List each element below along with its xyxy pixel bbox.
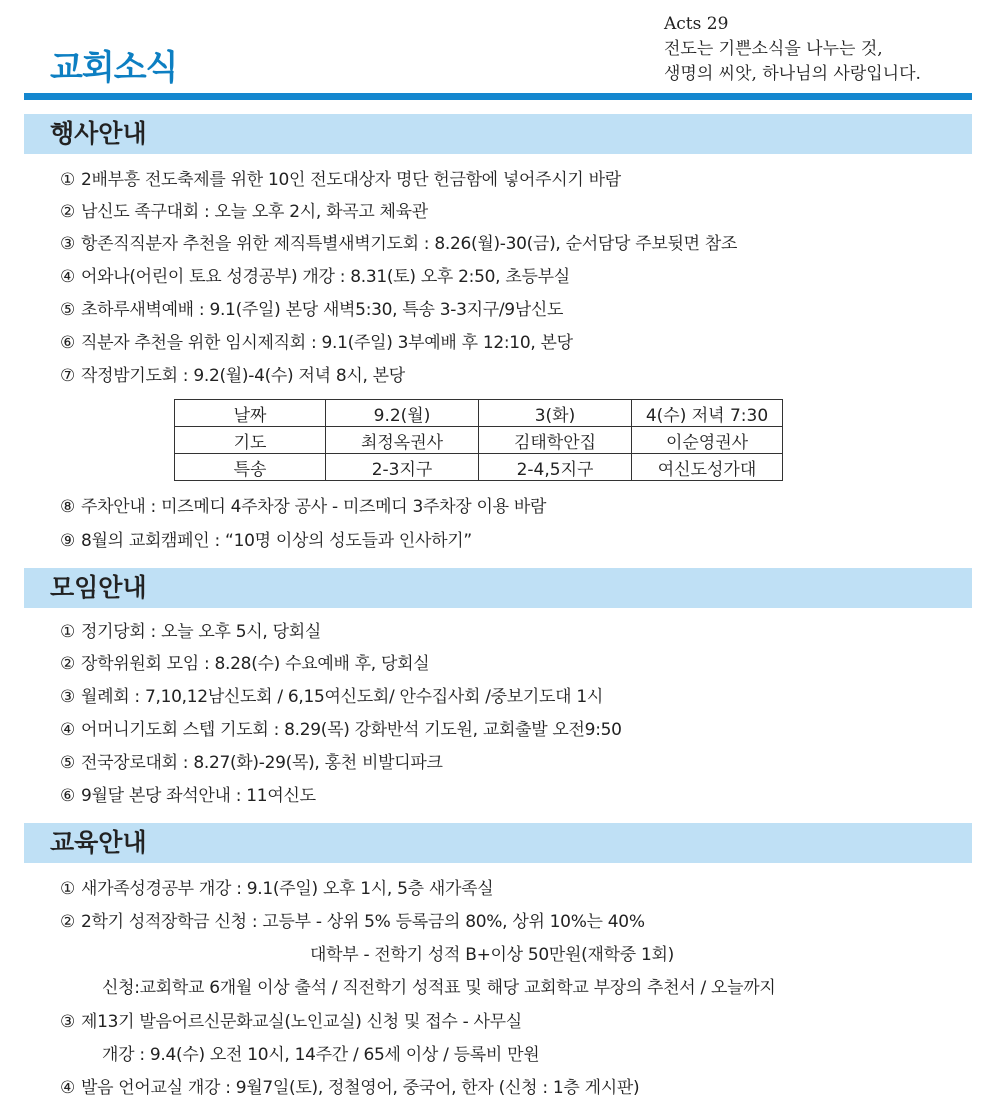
verse-line-1: 전도는 기쁜소식을 나누는 것,: [664, 39, 883, 59]
item-text: 9월달 본당 좌석안내 : 11여신도: [80, 786, 316, 806]
title-divider: [24, 93, 972, 100]
table-cell: 김태학안집: [479, 427, 632, 454]
item-number: ⑤: [60, 300, 75, 320]
event-item-8: [60, 495, 546, 519]
item-text: 8월의 교회캠페인 : “10명 이상의 성도들과 인사하기”: [80, 531, 472, 551]
item-text: 정기당회 : 오늘 오후 5시, 당회실: [80, 622, 321, 642]
meeting-item-3: [60, 685, 603, 709]
event-item-1: [60, 168, 621, 192]
section-header-meetings: 모임안내: [24, 568, 972, 608]
event-item-7: [60, 364, 405, 388]
item-text: 발음 언어교실 개강 : 9월7일(토), 정철영어, 중국어, 한자 (신청 : 1층 게시판): [80, 1078, 640, 1098]
table-cell: 특송: [175, 454, 326, 481]
meeting-item-1: [60, 620, 321, 644]
item-number: ②: [60, 654, 75, 674]
item-number: ④: [60, 720, 75, 740]
item-text: 장학위원회 모임 : 8.28(수) 수요예배 후, 당회실: [80, 654, 430, 674]
education-item-4: [60, 1076, 639, 1100]
table-cell: 4(수) 저녁 7:30: [632, 400, 783, 427]
section-header-education: 교육안내: [24, 823, 972, 863]
item-number: ①: [60, 170, 75, 190]
table-cell: 2-3지구: [326, 454, 479, 481]
item-number: ③: [60, 234, 75, 254]
item-number: ③: [60, 1012, 75, 1032]
section-header-events: 행사안내: [24, 114, 972, 154]
item-number: ⑨: [60, 531, 75, 551]
senior-class-detail-line: 개강 : 9.4(수) 오전 10시, 14주간 / 65세 이상 / 등록비 만원: [102, 1045, 540, 1065]
table-row: [175, 454, 783, 481]
item-text: 2학기 성적장학금 신청 : 고등부 - 상위 5% 등록금의 80%, 상위 10%는 40%: [80, 912, 645, 932]
prayer-schedule-table: [174, 399, 783, 481]
table-cell: 2-4,5지구: [479, 454, 632, 481]
item-text: 어와나(어린이 토요 성경공부) 개강 : 8.31(토) 오후 2:50, 초등부실: [80, 267, 570, 287]
meeting-item-4: [60, 718, 622, 742]
item-text: 초하루새벽예배 : 9.1(주일) 본당 새벽5:30, 특송 3-3지구/9남신도: [80, 300, 564, 320]
item-number: ⑤: [60, 753, 75, 773]
item-text: 전국장로대회 : 8.27(화)-29(목), 홍천 비발디파크: [80, 753, 443, 773]
event-item-5: [60, 298, 563, 322]
scholarship-college-line: 대학부 - 전학기 성적 B+이상 50만원(재학중 1회): [310, 945, 674, 965]
table-cell: 날짜: [175, 400, 326, 427]
item-number: ⑥: [60, 333, 75, 353]
item-number: ②: [60, 202, 75, 222]
item-number: ②: [60, 912, 75, 932]
table-cell: 기도: [175, 427, 326, 454]
item-number: ③: [60, 687, 75, 707]
table-cell: 여신도성가대: [632, 454, 783, 481]
event-item-2: [60, 200, 428, 224]
table-row: [175, 400, 783, 427]
item-number: ④: [60, 267, 75, 287]
table-cell: 이순영권사: [632, 427, 783, 454]
event-item-9: [60, 529, 472, 553]
item-number: ⑧: [60, 497, 75, 517]
item-number: ①: [60, 879, 75, 899]
item-text: 항존직직분자 추천을 위한 제직특별새벽기도회 : 8.26(월)-30(금), 순서담당 주보뒷면 참조: [80, 234, 738, 254]
education-item-1: [60, 877, 493, 901]
item-text: 작정밤기도회 : 9.2(월)-4(수) 저녁 8시, 본당: [80, 366, 405, 386]
verse-block: [664, 12, 921, 87]
education-item-2: [60, 910, 645, 934]
education-item-3: [60, 1010, 522, 1034]
scholarship-apply-line: 신청:교회학교 6개월 이상 출석 / 직전학기 성적표 및 해당 교회학교 부장의 추천서 / 오늘까지: [102, 978, 776, 998]
page-title: 교회소식: [50, 48, 178, 88]
item-text: 어머니기도회 스텝 기도회 : 8.29(목) 강화반석 기도원, 교회출발 오전9:50: [80, 720, 622, 740]
item-number: ⑥: [60, 786, 75, 806]
item-text: 새가족성경공부 개강 : 9.1(주일) 오후 1시, 5층 새가족실: [80, 879, 494, 899]
event-item-6: [60, 331, 573, 355]
verse-line-2: 생명의 씨앗, 하나님의 사랑입니다.: [664, 64, 921, 84]
item-number: ①: [60, 622, 75, 642]
item-text: 2배부흥 전도축제를 위한 10인 전도대상자 명단 헌금함에 넣어주시기 바람: [80, 170, 621, 190]
item-number: ④: [60, 1078, 75, 1098]
verse-reference: Acts 29: [664, 14, 729, 34]
item-number: ⑦: [60, 366, 75, 386]
item-text: 직분자 추천을 위한 임시제직회 : 9.1(주일) 3부예배 후 12:10, 본당: [80, 333, 573, 353]
event-item-3: [60, 232, 737, 256]
item-text: 남신도 족구대회 : 오늘 오후 2시, 화곡고 체육관: [80, 202, 428, 222]
meeting-item-2: [60, 652, 429, 676]
meeting-item-5: [60, 751, 443, 775]
meeting-item-6: [60, 784, 316, 808]
item-text: 월례회 : 7,10,12남신도회 / 6,15여신도회/ 안수집사회 /중보기도대 1시: [80, 687, 604, 707]
item-text: 주차안내 : 미즈메디 4주차장 공사 - 미즈메디 3주차장 이용 바람: [80, 497, 547, 517]
table-cell: 최정옥권사: [326, 427, 479, 454]
table-cell: 9.2(월): [326, 400, 479, 427]
event-item-4: [60, 265, 570, 289]
table-row: [175, 427, 783, 454]
table-cell: 3(화): [479, 400, 632, 427]
item-text: 제13기 발음어르신문화교실(노인교실) 신청 및 접수 - 사무실: [80, 1012, 522, 1032]
